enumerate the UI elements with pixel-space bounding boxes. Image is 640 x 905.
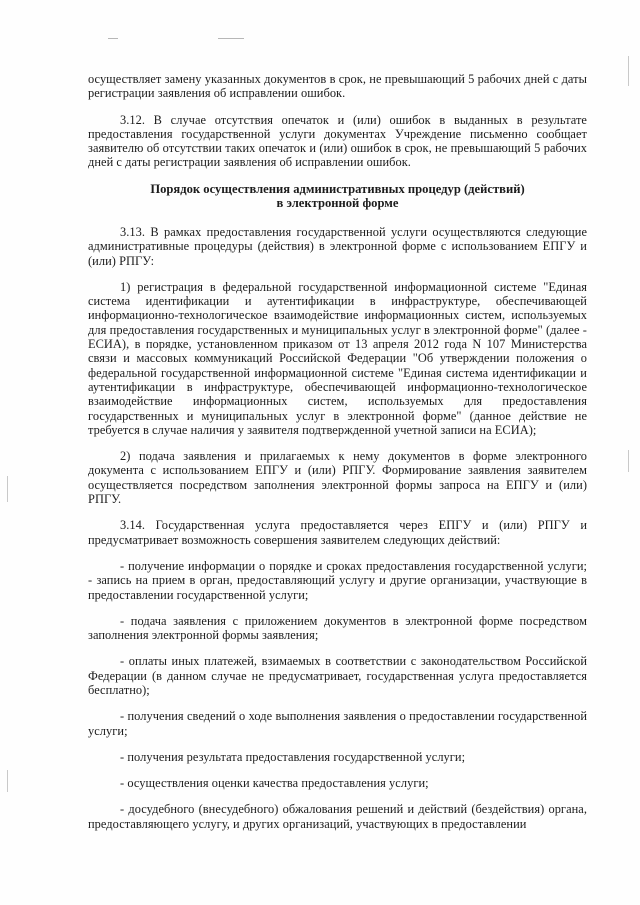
- scan-artifact: [628, 56, 629, 86]
- list-item-esia-registration: 1) регистрация в федеральной государственной информационной системе "Единая система идентификации и аутентификации в инфраструктуре, обеспечивающей информационно-технологическое взаимодействие информационных систем, используемых для предоставления государственных и муниципальных услуг в электронной форме" (далее - ЕСИА), в порядке, установленном приказом от 13 апреля 2012 года N 107 Министерства связи и массовых коммуникаций Российской Федерации "Об утверждении положения о федеральной государственной информационной системе "Единая система идентификации и аутентификации в инфраструктуре, обеспечивающей информационно-технологическое взаимодействие информационных систем, используемых для предоставления государственных и муниципальных услуг в электронной форме" (данное действие не требуется в случае наличия у заявителя подтвержденной учетной записи на ЕСИА);: [88, 279, 587, 437]
- list-item-quality-rating: - осуществления оценки качества предоставления услуги;: [120, 776, 429, 791]
- scan-artifact: [218, 38, 244, 39]
- list-item-information: - получение информации о порядке и сроках предоставления государственной услуги; - запись на прием в орган, предоставляющий услугу и другие организации, участвующие в предоставлении государственной услуги;: [88, 558, 587, 602]
- document-body: [88, 72, 587, 843]
- list-item-application-submission: 2) подача заявления и прилагаемых к нему документов в форме электронного документа с использованием ЕПГУ и (или) РПГУ. Формирование заявления заявителем осуществляется посредством заполнения электронной формы запроса на ЕПГУ и (или) РПГУ.: [88, 449, 587, 507]
- paragraph-3-14: 3.14. Государственная услуга предоставляется через ЕПГУ и (или) РПГУ и предусматривает возможность совершения заявителем следующих действий:: [88, 518, 587, 547]
- scan-artifact: [108, 38, 118, 39]
- scan-artifact: [7, 770, 8, 792]
- list-item-status: - получения сведений о ходе выполнения заявления о предоставлении государственной услуги;: [88, 709, 587, 738]
- paragraph-continuation: осуществляет замену указанных документов в срок, не превышающий 5 рабочих дней с даты регистрации заявления об исправлении ошибок.: [88, 72, 587, 101]
- section-heading-line-1: Порядок осуществления административных процедур (действий): [150, 181, 525, 196]
- list-item-result: - получения результата предоставления государственной услуги;: [120, 749, 466, 764]
- section-heading-line-2: в электронной форме: [276, 196, 399, 211]
- list-item-appeal: - досудебного (внесудебного) обжалования решений и действий (бездействия) органа, предоставляющего услугу, и других организаций, участвующих в предоставлении: [88, 802, 587, 831]
- section-heading: [88, 182, 587, 211]
- scan-artifact: [628, 450, 629, 472]
- list-item-submission: - подача заявления с приложением документов в электронной форме посредством заполнения электронной формы заявления;: [88, 613, 587, 643]
- paragraph-3-12: 3.12. В случае отсутствия опечаток и (или) ошибок в выданных в результате предоставления государственной услуги документах Учреждение письменно сообщает заявителю об отсутствии таких опечаток и (или) ошибок в срок, не превышающий 5 рабочих дней с даты регистрации заявления об исправлении ошибок.: [88, 112, 587, 170]
- paragraph-3-13: 3.13. В рамках предоставления государственной услуги осуществляются следующие административные процедуры (действия) в электронной форме с использованием ЕПГУ и (или) РПГУ:: [88, 224, 587, 268]
- list-item-payments: - оплаты иных платежей, взимаемых в соответствии с законодательством Российской Федерации (в данном случае не предусматривает, государственная услуга предоставляется бесплатно);: [88, 654, 587, 697]
- scan-artifact: [7, 476, 8, 502]
